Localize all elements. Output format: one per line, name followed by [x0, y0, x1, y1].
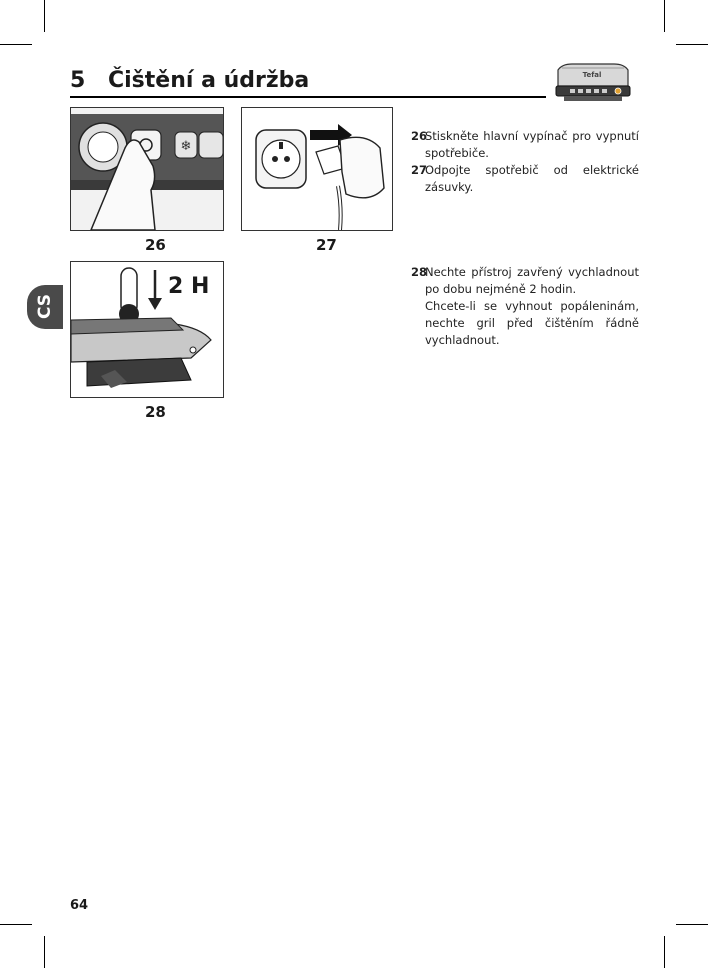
section-title: Čištění a údržba [108, 68, 310, 93]
figure-28 [70, 261, 224, 398]
power-switch-illustration [71, 108, 223, 230]
steps-block-2 [411, 264, 639, 349]
unplug-illustration [242, 108, 392, 230]
steps-block-1 [411, 128, 639, 196]
step-27 [411, 162, 639, 196]
figure-27-caption: 27 [316, 236, 337, 254]
crop-mark [676, 924, 708, 925]
figure-27 [241, 107, 393, 231]
language-tab [27, 285, 63, 329]
page-number: 64 [70, 898, 89, 913]
duration-label: 2 H [168, 274, 210, 299]
crop-mark [0, 44, 32, 45]
crop-mark [44, 0, 45, 32]
crop-mark [0, 924, 32, 925]
crop-mark [676, 44, 708, 45]
step-27-text: Odpojte spotřebič od elektrické zásuvky. [425, 163, 639, 194]
step-27-number: 27 [411, 163, 428, 177]
grill-thumbnail-image [552, 62, 634, 104]
step-28-text: Nechte přístroj zavřený vychladnout po dobu nejméně 2 hodin. [425, 265, 639, 296]
figure-28-caption: 28 [145, 403, 166, 421]
crop-mark [664, 0, 665, 32]
thumbnail-brand-logo: Tefal [582, 71, 602, 79]
svg-text:❄: ❄ [180, 139, 192, 154]
figure-26-caption: 26 [145, 236, 166, 254]
step-28-note: Chcete-li se vyhnout popáleninám, nechte gril před čištěním řádně vychladnout. [425, 299, 639, 347]
step-26-number: 26 [411, 129, 428, 143]
step-26-text: Stiskněte hlavní vypínač pro vypnutí spotřebiče. [425, 129, 639, 160]
title-rule [70, 96, 546, 98]
step-28-number: 28 [411, 265, 428, 279]
language-tab-label: CS [35, 293, 55, 319]
section-number: 5 [70, 68, 86, 93]
figure-26 [70, 107, 224, 231]
crop-mark [44, 936, 45, 968]
step-26 [411, 128, 639, 162]
crop-mark [664, 936, 665, 968]
step-28 [411, 264, 639, 298]
